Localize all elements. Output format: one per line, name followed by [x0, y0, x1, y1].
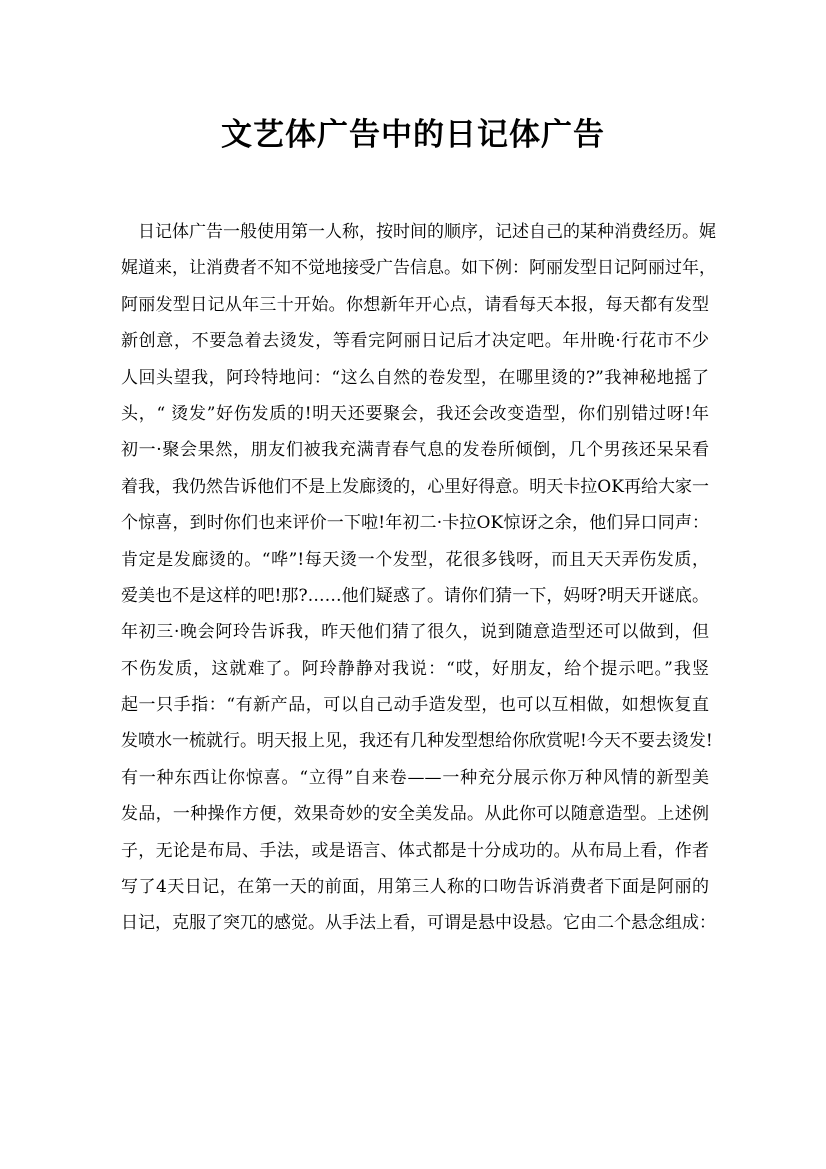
- text-line: 日记体广告一般使用第一人称，按时间的顺序，记述自己的某种消费经历。娓: [138, 222, 716, 242]
- text-line: 有一种东西让你惊喜。“立得”自来卷——一种充分展示你万种风情的新型美: [121, 767, 709, 788]
- page-title: 文艺体广告中的日记体广告: [221, 117, 605, 153]
- text-line: 发喷水一梳就行。明天报上见，我还有几种发型想给你欣赏呢!今天不要去烫发!: [121, 731, 713, 752]
- text-line: 人回头望我，阿玲特地问：“这么自然的卷发型，在哪里烫的?”我神秘地摇了: [121, 367, 709, 388]
- text-line: 头，“ 烫发”好伤发质的!明天还要聚会，我还会改变造型，你们别错过呀!年: [121, 403, 709, 424]
- text-line: 子，无论是布局、手法，或是语言、体式都是十分成功的。从布局上看，作者: [121, 840, 709, 861]
- text-line: 个惊喜，到时你们也来评价一下啦!年初二·卡拉OK惊讶之余，他们异口同声：: [121, 513, 709, 534]
- text-line: 爱美也不是这样的吧!那?……他们疑惑了。请你们猜一下，妈呀?明天开谜底。: [121, 585, 709, 606]
- text-line: 日记，克服了突兀的感觉。从手法上看，可谓是悬中设悬。它由二个悬念组成：: [121, 913, 716, 934]
- text-line: 不伤发质，这就难了。阿玲静静对我说：“哎，好朋友，给个提示吧。”我竖: [121, 658, 709, 679]
- text-line: 发品，一种操作方便，效果奇妙的安全美发品。从此你可以随意造型。上述例: [121, 804, 709, 825]
- text-line: 起一只手指：“有新产品，可以自己动手造发型，也可以互相做，如想恢复直: [121, 695, 709, 716]
- text-line: 写了4天日记，在第一天的前面，用第三人称的口吻告诉消费者下面是阿丽的: [121, 877, 709, 898]
- text-line: 初一·聚会果然，朋友们被我充满青春气息的发卷所倾倒，几个男孩还呆呆看: [121, 440, 709, 461]
- text-line: 新创意，不要急着去烫发，等看完阿丽日记后才决定吧。年卅晚·行花市不少: [121, 331, 709, 352]
- body-text: [121, 214, 721, 942]
- text-line: 着我，我仍然告诉他们不是上发廊烫的，心里好得意。明天卡拉OK再给大家一: [121, 476, 709, 497]
- text-line: 娓道来，让消费者不知不觉地接受广告信息。如下例：阿丽发型日记阿丽过年，: [121, 258, 716, 279]
- text-line: 阿丽发型日记从年三十开始。你想新年开心点，请看每天本报，每天都有发型: [121, 294, 709, 315]
- text-line: 肯定是发廊烫的。“哗”!每天烫一个发型，花很多钱呀，而且天天弄伤发质，: [121, 549, 709, 570]
- text-line: 年初三·晚会阿玲告诉我，昨天他们猜了很久，说到随意造型还可以做到，但: [121, 622, 709, 643]
